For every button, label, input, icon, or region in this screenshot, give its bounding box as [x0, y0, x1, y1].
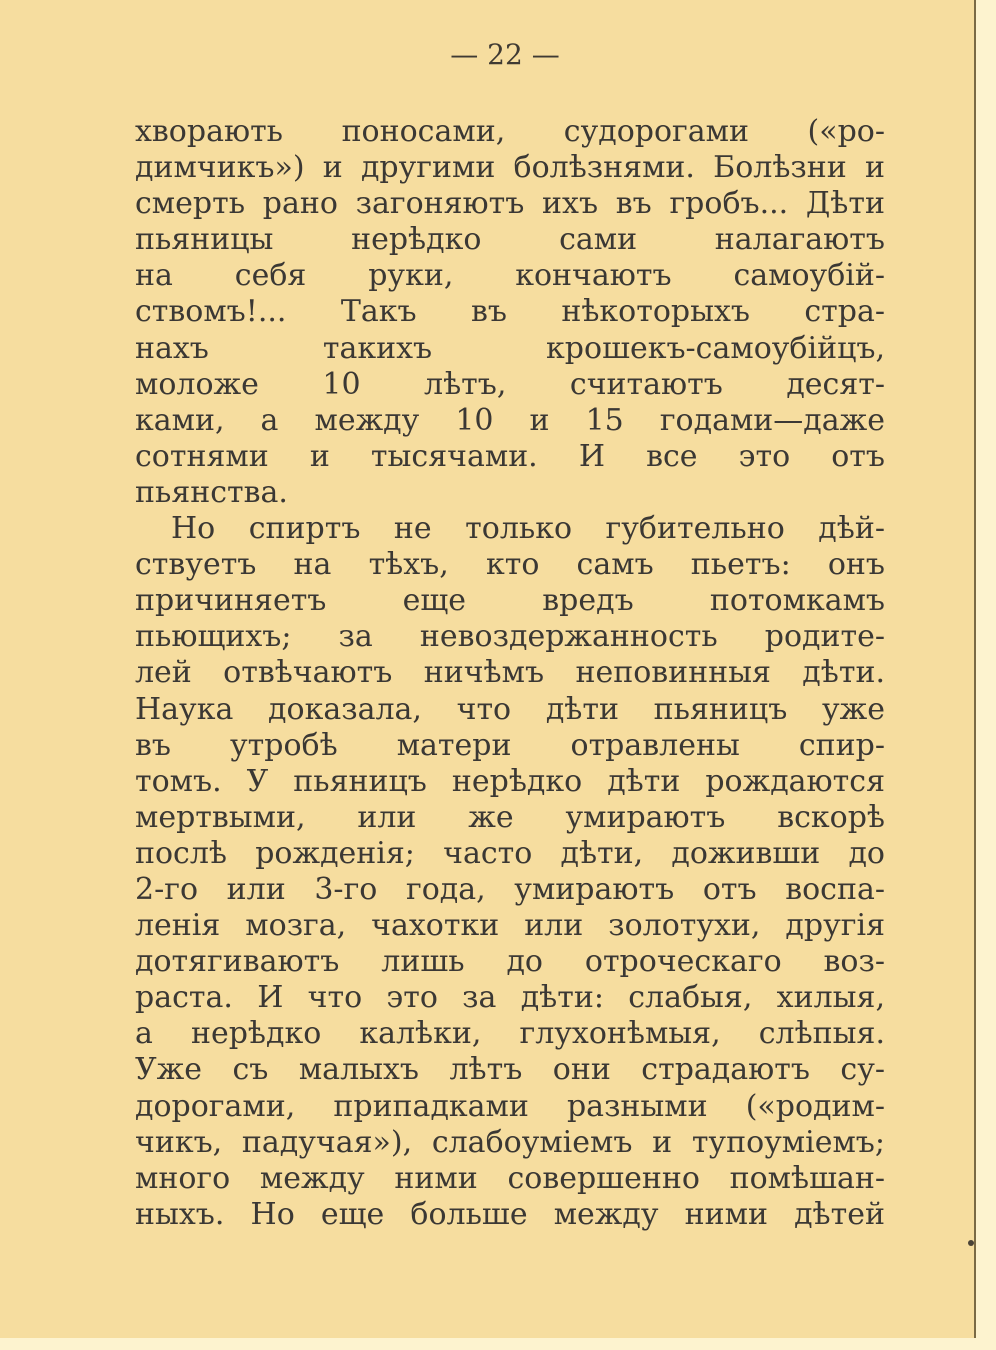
text-line: причиняетъ еще вредъ потомкамъ [135, 583, 885, 619]
body-text [135, 114, 885, 1233]
text-line: чикъ, падучая»), слабоуміемъ и тупоуміемъ; [135, 1124, 885, 1160]
text-line: въ утробѣ матери отравлены спир- [135, 727, 885, 763]
page-edge-right [974, 0, 996, 1350]
text-line: послѣ рожденія; часто дѣти, доживши до [135, 835, 885, 871]
text-line: а нерѣдко калѣки, глухонѣмыя, слѣпыя. [135, 1016, 885, 1052]
text-line: хворають поносами, судорогами («ро- [135, 114, 885, 149]
text-line: ленія мозга, чахотки или золотухи, другія [135, 908, 885, 944]
text-line: раста. И что это за дѣти: слабыя, хилыя, [135, 980, 885, 1016]
text-line: томъ. У пьяницъ нерѣдко дѣти рождаются [135, 763, 885, 799]
text-line: ныхъ. Но еще больше между ними дѣтей [135, 1196, 885, 1232]
page-edge-bottom [0, 1338, 996, 1350]
text-line: Наука доказала, что дѣти пьяницъ уже [135, 691, 885, 727]
text-line: нахъ такихъ крошекъ-самоубійцъ, [135, 330, 885, 366]
text-line: мертвыми, или же умираютъ вскорѣ [135, 799, 885, 835]
text-line: дорогами, припадками разными («родим- [135, 1088, 885, 1124]
ink-dot [968, 1240, 974, 1246]
text-line: моложе 10 лѣтъ, считаютъ десят- [135, 366, 885, 402]
page-number: — 22 — [450, 38, 560, 71]
text-line: лей отвѣчаютъ ничѣмъ неповинныя дѣти. [135, 655, 885, 691]
text-line: ками, а между 10 и 15 годами—даже [135, 402, 885, 438]
text-line: пьющихъ; за невоздержанность родите- [135, 619, 885, 655]
text-line: много между ними совершенно помѣшан- [135, 1160, 885, 1196]
text-line: смерть рано загоняютъ ихъ въ гробъ... Дѣти [135, 186, 885, 222]
text-line: пьянства. [135, 474, 288, 510]
text-line: ствуетъ на тѣхъ, кто самъ пьетъ: онъ [135, 547, 885, 583]
text-line: 2-го или 3-го года, умираютъ отъ воспа- [135, 871, 885, 907]
text-line: пьяницы нерѣдко сами налагаютъ [135, 222, 885, 258]
text-line: Но спиртъ не только губительно дѣй- [171, 511, 885, 547]
text-line: на себя руки, кончаютъ самоубій- [135, 258, 885, 294]
text-line: сотнями и тысячами. И все это отъ [135, 438, 885, 474]
text-line: димчикъ») и другими болѣзнями. Болѣзни и [135, 150, 885, 186]
page-edge-line [974, 0, 976, 1350]
text-line: дотягиваютъ лишь до отроческаго воз- [135, 944, 885, 980]
text-line: ствомъ!... Такъ въ нѣкоторыхъ стра- [135, 294, 885, 330]
text-line: Уже съ малыхъ лѣтъ они страдаютъ су- [135, 1052, 885, 1088]
